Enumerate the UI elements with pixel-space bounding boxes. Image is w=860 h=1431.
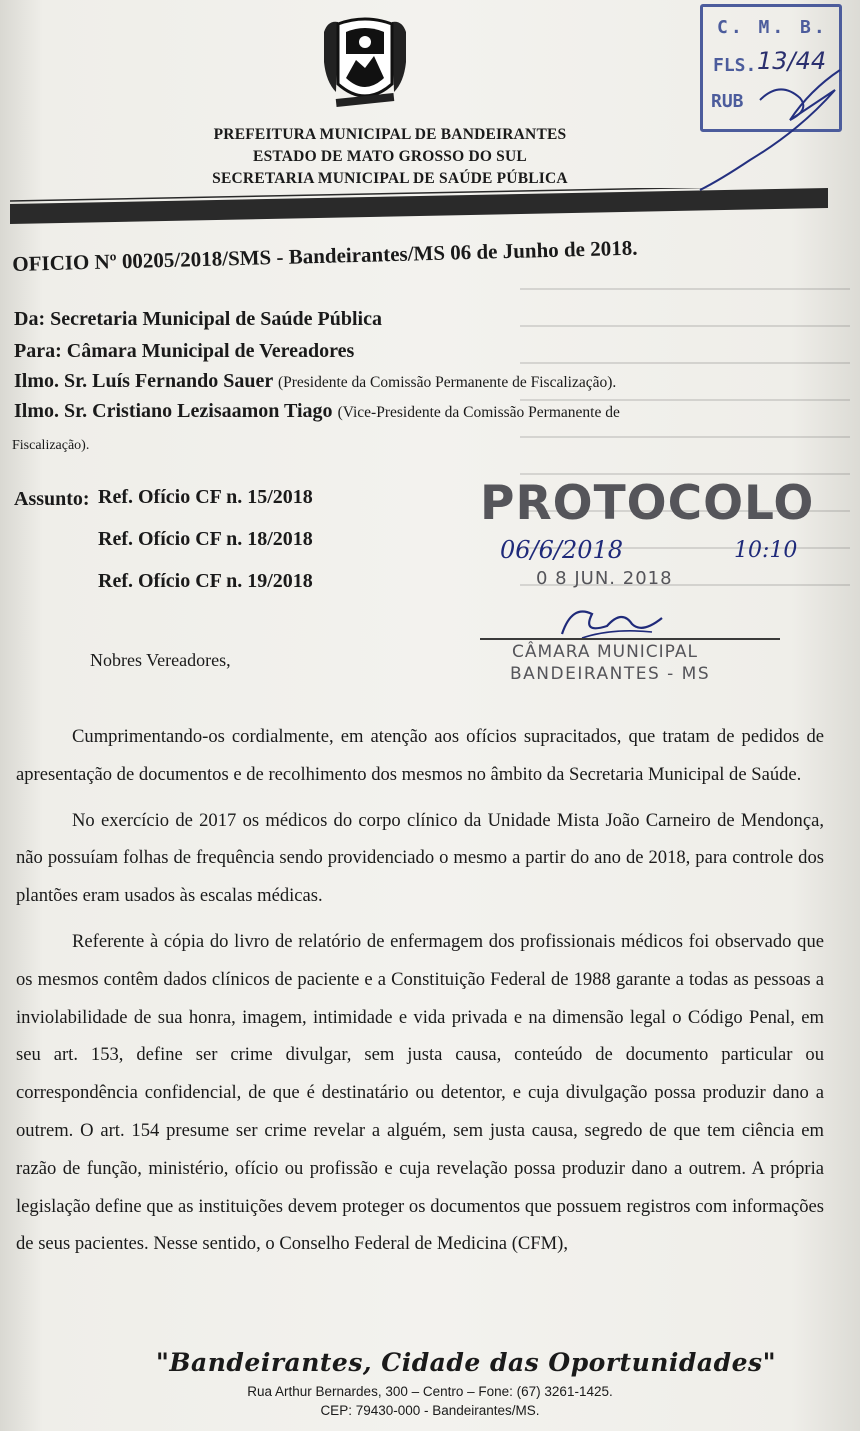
protocol-date: 0 8 JUN. 2018 [536, 568, 673, 589]
to-line: Para: Câmara Municipal de Vereadores [14, 340, 355, 362]
municipal-crest-icon [316, 12, 414, 112]
subject-ref-3: Ref. Ofício CF n. 19/2018 [98, 570, 313, 592]
subject-ref-1: Ref. Ofício CF n. 15/2018 [98, 486, 313, 508]
addressee-1-name: Ilmo. Sr. Luís Fernando Sauer [14, 370, 273, 392]
from-line: Da: Secretaria Municipal de Saúde Pública [14, 308, 382, 330]
subject-label: Assunto: [14, 488, 90, 510]
paragraph-2: No exercício de 2017 os médicos do corpo clínico da Unidade Mista João Carneiro de Mendonça, não possuíam folhas de frequência sendo providenciado o mesmo a partir do ano de 2018, para controle dos plantões eram usados às escalas médicas. [16, 809, 824, 907]
addressee-1-role: (Presidente da Comissão Permanente de Fiscalização). [277, 374, 617, 391]
header-line-1: PREFEITURA MUNICIPAL DE BANDEIRANTES [213, 126, 567, 143]
protocol-handwritten-date: 06/6/2018 [500, 536, 624, 564]
addressee-1 [14, 370, 616, 393]
addressee-2-name: Ilmo. Sr. Cristiano Lezisaamon Tiago [14, 400, 333, 422]
protocol-title: PROTOCOLO [480, 476, 815, 531]
footer-address: Rua Arthur Bernardes, 300 – Centro – Fone: (67) 3261-1425. [247, 1384, 613, 1399]
footer-motto-wrap [0, 1348, 860, 1377]
protocol-org-line-1: CÂMARA MUNICIPAL [512, 642, 698, 662]
footer-motto: "Bandeirantes, Cidade das Oportunidades" [155, 1348, 777, 1377]
header-line-3: SECRETARIA MUNICIPAL DE SAÚDE PÚBLICA [212, 170, 568, 187]
handwritten-rubric-icon [690, 40, 860, 200]
paragraph-1: Cumprimentando-os cordialmente, em atenção aos ofícios supracitados, que tratam de pedidos de apresentação de documentos e de recolhimento dos mesmos no âmbito da Secretaria Municipal de Saúde. [16, 726, 824, 785]
addressee-2 [14, 400, 620, 423]
addressee-2-role: (Vice-Presidente da Comissão Permanente de [337, 404, 620, 421]
protocol-handwritten-time: 10:10 [734, 538, 798, 563]
greeting: Nobres Vereadores, [90, 650, 231, 670]
paragraph-3: Referente à cópia do livro de relatório de enfermagem dos profissionais médicos foi observado que os mesmos contêm dados clínicos de paciente e a Constituição Federal de 1988 garante a todas as pessoas a inviolabilidade de sua honra, imagem, intimidade e vida privada e na dimensão legal o Código Penal, em seu art. 153, define ser crime divulgar, sem justa causa, conteúdo de documento particular ou correspondência confidencial, de que é destinatário ou detentor, e cuja divulgação possa produzir dano a outrem. O art. 154 presume ser crime revelar a alguém, sem justa causa, segredo de que tem ciência em razão de função, ministério, ofício ou profissão e cuja revelação possa produzir dano a outrem. A própria legislação define que as instituições devem proteger os documentos que possuem registros com informações de seus pacientes. Nesse sentido, o Conselho Federal de Medicina (CFM), [16, 930, 824, 1255]
stamp-cmb-line1: C. M. B. [717, 17, 828, 38]
stamp-cmb-line3: RUB [711, 91, 744, 112]
footer-cep: CEP: 79430-000 - Bandeirantes/MS. [320, 1403, 540, 1418]
protocol-signature-rule [480, 638, 780, 640]
protocol-stamp [480, 476, 815, 696]
stamp-page-number: 13/44 [757, 47, 827, 75]
document-title: OFICIO Nº 00205/2018/SMS - Bandeirantes/MS 06 de Junho de 2018. [12, 235, 638, 276]
stamp-cmb-line2: FLS. [713, 55, 757, 76]
addressee-2-role-cont: Fiscalização). [12, 438, 90, 453]
subject-ref-2: Ref. Ofício CF n. 18/2018 [98, 528, 313, 550]
letter-body [16, 718, 824, 1271]
protocol-org-line-2: BANDEIRANTES - MS [510, 664, 711, 684]
header-line-2: ESTADO DE MATO GROSSO DO SUL [253, 148, 527, 165]
